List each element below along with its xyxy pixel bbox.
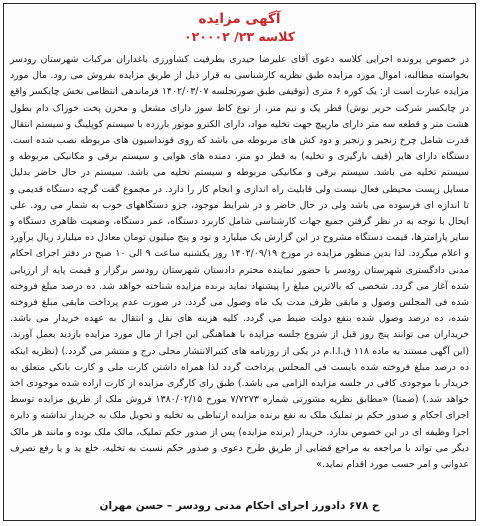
notice-signature: ح ۶۷۸ دادورز اجرای احکام مدنی رودسر – حسن مهران	[99, 500, 380, 512]
case-number: کلاسه ۲۳/ ۰۲۰۰۰۲	[184, 29, 295, 44]
auction-notice	[3, 3, 476, 521]
notice-header	[4, 4, 475, 52]
notice-body-text: در خصوص پرونده اجرایی کلاسه دعوی آقای علیرضا حیدری بطرفیت کشاورزی باغداران مرکبات شهرستان رودسر بخواسته مطالبه، اموال مورد مزایده طبق نظریه کارشناسی به قرار ذیل از طریق مزایده بفروش می رود. مال مورد مزایده عبارت است از: یک کوره ۶ متری (توقیفی طبق صورتجلسه ۱۴۰۲/۰۳/۰۷ فرماندهی انتظامی بخش چابکسر واقع در چابکسر شرکت حریر نوش) قطر یک و نیم متر، از نوع کاط سوز دارای مشعل و مخزن پخت خوراک دام بطول هشت متر و قطعه سه متر دارای مارپیچ جهت تخلیه مواد، دارای الکترو موتور بارزده با سیستم کوپلینگ و سیستم انتقال قدرت شامل چرخ زنجیر و زنجیر و دود کش های مربوطه می باشد که روی فونداسیون های مربوطه نصب شده است. دستگاه دارای هایر (قیف بارگیری و تخلیه) به قطر دو متر، دمنده های هوایی و سیستم برقی و مکانیکی مربوطه و سیستم تخلیه می باشد. سیستم برقی و مکانیکی مربوطه و سیستم تخلیه می باشد. سیستم در حال حاضر بدلیل مسایل زیست محیطی فعال نیست ولی قابلیت راه اندازی و انجام کار را دارد. در مجموع گفت گرچه دستگاه قدیمی و تا اندازه ای فرسوده می باشد ولی در حال حاضر و در شرایط موجود، جزو دستگاههای خوب به شمار می رود. علی ایحال با توجه به در نظر گرفتن جمیع جهات کارشناسی شامل کاربرد دستگاه، عمر دستگاه، وضعیت ظاهری دستگاه و سایر پارامترها، قیمت دستگاه مشروح در این گزارش یک میلیارد و نود و پنج میلیون تومان معادل ده میلیارد ریال برآورد و اعلام میگردد. لذا بدین منظور مزایده در مورخ ۱۴۰۲/۰۹/۱۹ روز یکشنبه ساعت ۹ الی ۱۰ صبح در دفتر اجرای احکام مدنی دادگستری شهرستان رودسر با حضور نماینده محترم دادستان شهرستان رودسر برگزار و قیمت پایه از ارزیابی شده آغاز می گردد. شخصی که بالاترین مبلغ را پیشنهاد نماید برنده مزایده شناخته خواهد شد. ده درصد مبلغ فروخته شده فی المجلس وصول و مابقی ظرف مدت یک ماه وصول می گردد. در صورت عدم پرداخت مابقی مبلغ فروخته شده، ده درصد وصول شده بنفع دولت ضبط می گردد. کلیه هزینه های نقل و انتقال به عهده خریدار می باشد. خریداران می توانند پنج روز قبل از شروع جلسه مزایده با هماهنگی این اجرا از مال مورد مزایده بازدید بعمل آورند. (این آگهی مستند به ماده ۱۱۸ ق.ا.ا.م در یکی از روزنامه های کثیرالانتشار محلی درج و منتشر می گردد.) (نظریه اینکه ده درصد مبلغ فروخته شده بایست فی المجلس پرداخت گردد لذا همراه داشتن کارت ملی و کارت بانکی متعلق به خریدار با موجودی کافی در جلسه مزایده الزامی می باشد.) طبق رای کارگری مزایده از کارت اراده شده موجودی اخذ خواهد شد.) (ضمنا) «مطابق نظریه مشورتی شماره ۷/۷۲۷۳ مورخ ۱۳۸۰/۰۲/۱۵ فروش ملک از طریق مزایده توسط اجرای احکام و صدور حکم بر تملیک ملک به نفع برنده مزایده ارتباطی به تخلیه و تحویل ملک به خریدار نداشته و دایره اجرا وظیفه ای در این خصوص ندارد. خریدار (برنده مزایده) پس از صدور حکم تملیک، مالک ملک بوده و مانند هر مالک دیگر می تواند با مراجعه به مراجع قضایی از طریق طرح دعوی و صدور حکم نسبت به تخلیه، خلع ید و یا رفع تصرف عدوانی و امر حسب مورد اقدام نماید.»	[10, 54, 469, 471]
notice-title: آگهی مزایده	[198, 11, 281, 27]
